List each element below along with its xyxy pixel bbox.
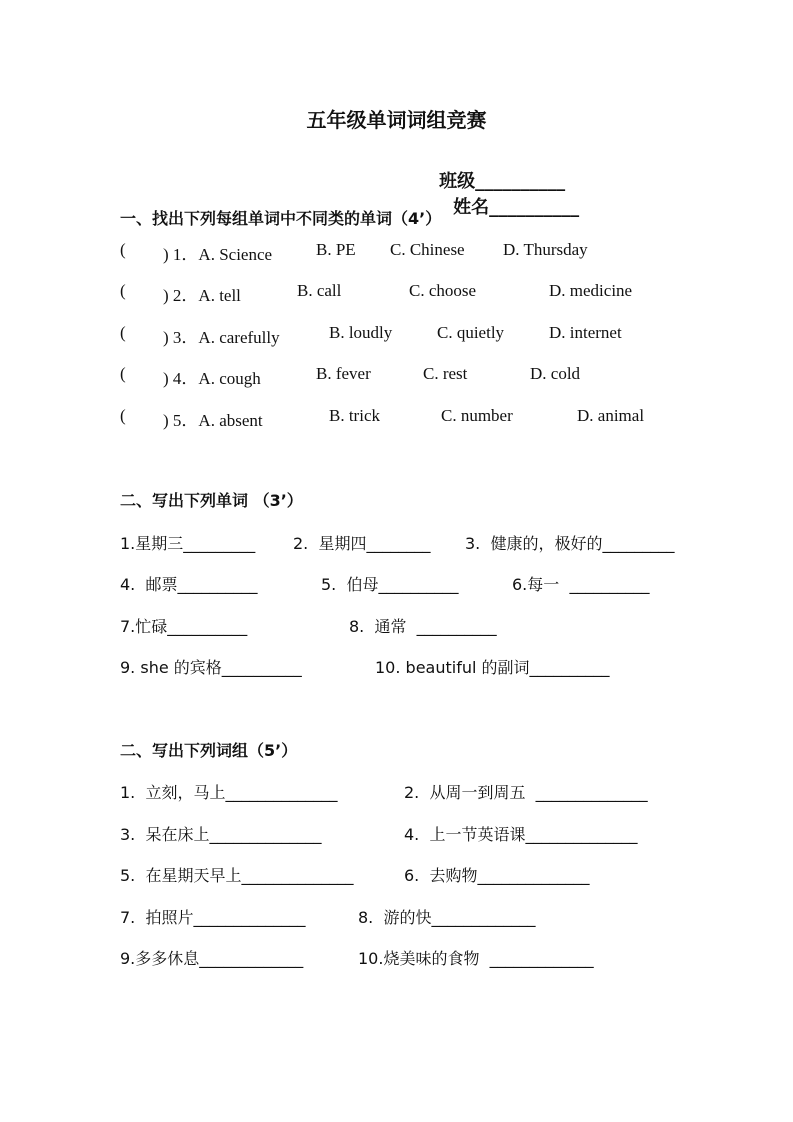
choice-option-b: B. trick <box>329 406 380 425</box>
choice-option-b: B. call <box>297 281 342 300</box>
choice-row <box>0 240 793 264</box>
fill-blank-item[interactable]: 6. 去购物______________ <box>404 866 590 885</box>
fill-blank-item[interactable]: 10.烧美味的食物 _____________ <box>358 949 594 968</box>
fill-row <box>0 655 793 679</box>
choice-option-a: ) 5．A. absent <box>163 411 263 430</box>
choice-option-c: C. choose <box>409 281 477 300</box>
answer-bracket[interactable]: ( <box>120 323 126 342</box>
choice-option-c: C. quietly <box>437 323 505 342</box>
fill-blank-item[interactable]: 1.星期三_________ <box>120 534 256 553</box>
fill-blank-item[interactable]: 8. 通常 __________ <box>349 617 497 636</box>
choice-option-a: ) 3．A. carefully <box>163 328 280 347</box>
choice-row <box>0 406 793 430</box>
fill-blank-item[interactable]: 5. 伯母__________ <box>321 575 459 594</box>
fill-blank-item[interactable]: 9. she 的宾格__________ <box>120 658 302 677</box>
fill-row <box>0 946 793 970</box>
fill-row <box>0 572 793 596</box>
fill-blank-item[interactable]: 3. 健康的，极好的_________ <box>465 534 675 553</box>
name-field[interactable]: 姓名__________ <box>453 197 580 218</box>
fill-row <box>0 614 793 638</box>
choice-row <box>0 281 793 305</box>
fill-blank-item[interactable]: 6.每一 __________ <box>512 575 650 594</box>
answer-bracket[interactable]: ( <box>120 364 126 383</box>
fill-blank-item[interactable]: 10. beautiful 的副词__________ <box>375 658 610 677</box>
choice-option-c: C. Chinese <box>390 240 465 259</box>
choice-option-a: ) 2．A. tell <box>163 286 241 305</box>
section1-heading: 一、找出下列每组单词中不同类的单词（4’） <box>120 209 442 228</box>
choice-option-d: D. cold <box>530 364 581 383</box>
fill-row <box>0 822 793 846</box>
class-field[interactable]: 班级__________ <box>439 171 566 192</box>
fill-blank-item[interactable]: 4. 邮票__________ <box>120 575 258 594</box>
fill-blank-item[interactable]: 9.多多休息_____________ <box>120 949 304 968</box>
choice-row <box>0 323 793 347</box>
answer-bracket[interactable]: ( <box>120 240 126 259</box>
fill-blank-item[interactable]: 1. 立刻，马上______________ <box>120 783 338 802</box>
choice-option-b: B. loudly <box>329 323 393 342</box>
choice-option-a: ) 1．A. Science <box>163 245 273 264</box>
fill-blank-item[interactable]: 5. 在星期天早上______________ <box>120 866 354 885</box>
fill-blank-item[interactable]: 7.忙碌__________ <box>120 617 248 636</box>
choice-option-d: D. internet <box>549 323 622 342</box>
choice-option-d: D. animal <box>577 406 645 425</box>
answer-bracket[interactable]: ( <box>120 406 126 425</box>
page-title: 五年级单词词组竞赛 <box>306 108 487 132</box>
choice-option-d: D. medicine <box>549 281 633 300</box>
answer-bracket[interactable]: ( <box>120 281 126 300</box>
fill-blank-item[interactable]: 3. 呆在床上______________ <box>120 825 322 844</box>
fill-row <box>0 905 793 929</box>
choice-option-d: D. Thursday <box>503 240 588 259</box>
fill-blank-item[interactable]: 2. 星期四________ <box>293 534 431 553</box>
section2-heading: 二、写出下列单词 （3’） <box>120 491 303 510</box>
fill-blank-item[interactable]: 2. 从周一到周五 ______________ <box>404 783 648 802</box>
fill-row <box>0 780 793 804</box>
choice-option-b: B. PE <box>316 240 356 259</box>
fill-blank-item[interactable]: 4. 上一节英语课______________ <box>404 825 638 844</box>
choice-option-b: B. fever <box>316 364 371 383</box>
fill-row <box>0 863 793 887</box>
section3-heading: 二、写出下列词组（5’） <box>120 741 298 760</box>
fill-row <box>0 531 793 555</box>
choice-option-c: C. rest <box>423 364 468 383</box>
fill-blank-item[interactable]: 8. 游的快_____________ <box>358 908 536 927</box>
fill-blank-item[interactable]: 7. 拍照片______________ <box>120 908 306 927</box>
choice-option-a: ) 4．A. cough <box>163 369 261 388</box>
choice-option-c: C. number <box>441 406 513 425</box>
choice-row <box>0 364 793 388</box>
